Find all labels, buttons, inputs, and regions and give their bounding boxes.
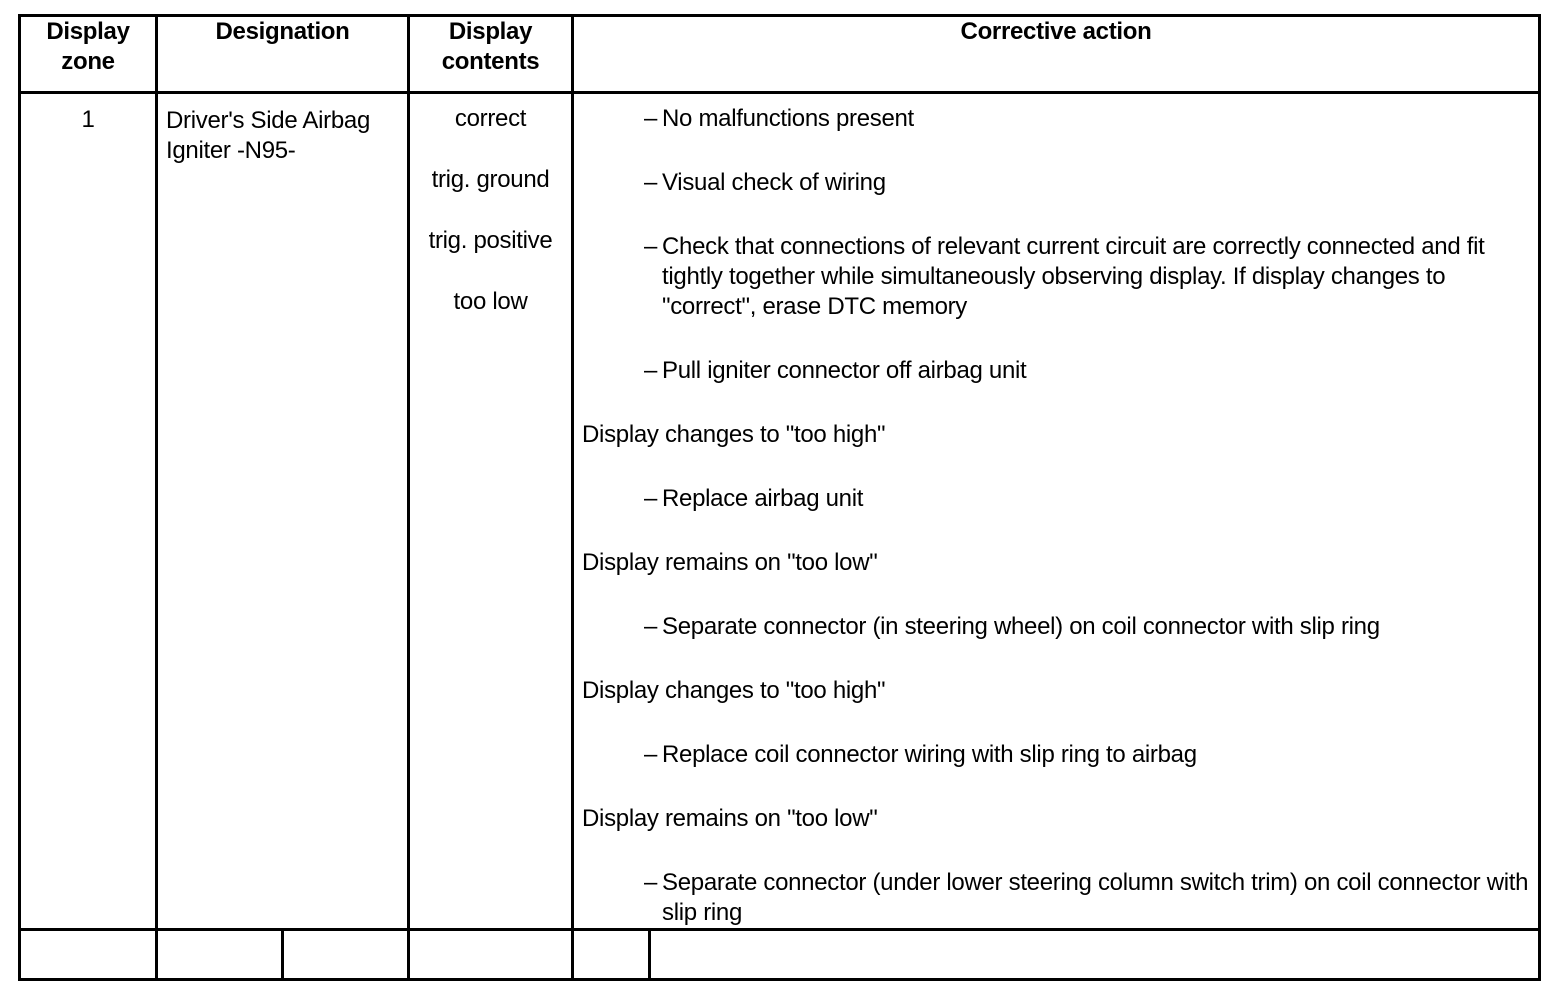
header-corrective-action: Corrective action bbox=[573, 16, 1540, 93]
action-condition: Display changes to "too high" bbox=[582, 677, 886, 704]
designation-value: Driver's Side Airbag Igniter -N95- bbox=[157, 93, 409, 930]
header-row bbox=[20, 16, 1540, 93]
action-step bbox=[582, 356, 1530, 386]
action-step-text: Separate connector (in steering wheel) on coil connector with slip ring bbox=[662, 613, 1380, 640]
dash-bullet: – bbox=[644, 613, 658, 640]
footer-cell bbox=[157, 930, 283, 980]
action-step bbox=[582, 104, 1530, 134]
action-step bbox=[582, 868, 1530, 928]
footer-row bbox=[20, 930, 1540, 980]
action-step bbox=[582, 232, 1530, 322]
footer-cell bbox=[650, 930, 1540, 980]
dash-bullet: – bbox=[644, 105, 658, 132]
diagnostic-table-sheet bbox=[18, 14, 1538, 976]
header-display-zone: Display zone bbox=[20, 16, 157, 93]
display-contents-list bbox=[409, 93, 573, 930]
table-row bbox=[20, 93, 1540, 930]
corrective-action-list bbox=[582, 104, 1530, 928]
action-condition: Display changes to "too high" bbox=[582, 421, 886, 448]
action-step-text: Pull igniter connector off airbag unit bbox=[662, 357, 1027, 384]
display-content-trig-positive: trig. positive bbox=[428, 227, 553, 254]
dash-bullet: – bbox=[644, 233, 658, 260]
action-step-text: Replace coil connector wiring with slip ring to airbag bbox=[662, 741, 1197, 768]
display-content-correct: correct bbox=[454, 105, 527, 132]
action-step-text: Separate connector (under lower steering column switch trim) on coil connector with slip ring bbox=[662, 869, 1529, 926]
action-step bbox=[582, 168, 1530, 198]
action-step bbox=[582, 612, 1530, 642]
action-step-text: No malfunctions present bbox=[662, 105, 914, 132]
footer-cell bbox=[409, 930, 573, 980]
dash-bullet: – bbox=[644, 485, 658, 512]
footer-cell bbox=[573, 930, 650, 980]
footer-cell bbox=[20, 930, 157, 980]
dash-bullet: – bbox=[644, 169, 658, 196]
action-step-text: Check that connections of relevant current circuit are correctly connected and fit tightly together while simultaneously observing display. If display changes to "correct", erase DTC memory bbox=[662, 233, 1485, 320]
dash-bullet: – bbox=[644, 357, 658, 384]
action-step bbox=[582, 740, 1530, 770]
corrective-action-cell bbox=[573, 93, 1540, 930]
display-content-trig-ground: trig. ground bbox=[431, 166, 550, 193]
dash-bullet: – bbox=[644, 869, 658, 896]
action-step-text: Visual check of wiring bbox=[662, 169, 886, 196]
dash-bullet: – bbox=[644, 741, 658, 768]
action-condition: Display remains on "too low" bbox=[582, 549, 878, 576]
header-display-contents: Display contents bbox=[409, 16, 573, 93]
action-step-text: Replace airbag unit bbox=[662, 485, 864, 512]
action-condition: Display remains on "too low" bbox=[582, 805, 878, 832]
action-step bbox=[582, 484, 1530, 514]
diagnostic-table bbox=[18, 14, 1541, 981]
display-content-too-low: too low bbox=[453, 288, 528, 315]
header-designation: Designation bbox=[157, 16, 409, 93]
footer-cell bbox=[283, 930, 409, 980]
display-zone-value: 1 bbox=[20, 93, 157, 930]
